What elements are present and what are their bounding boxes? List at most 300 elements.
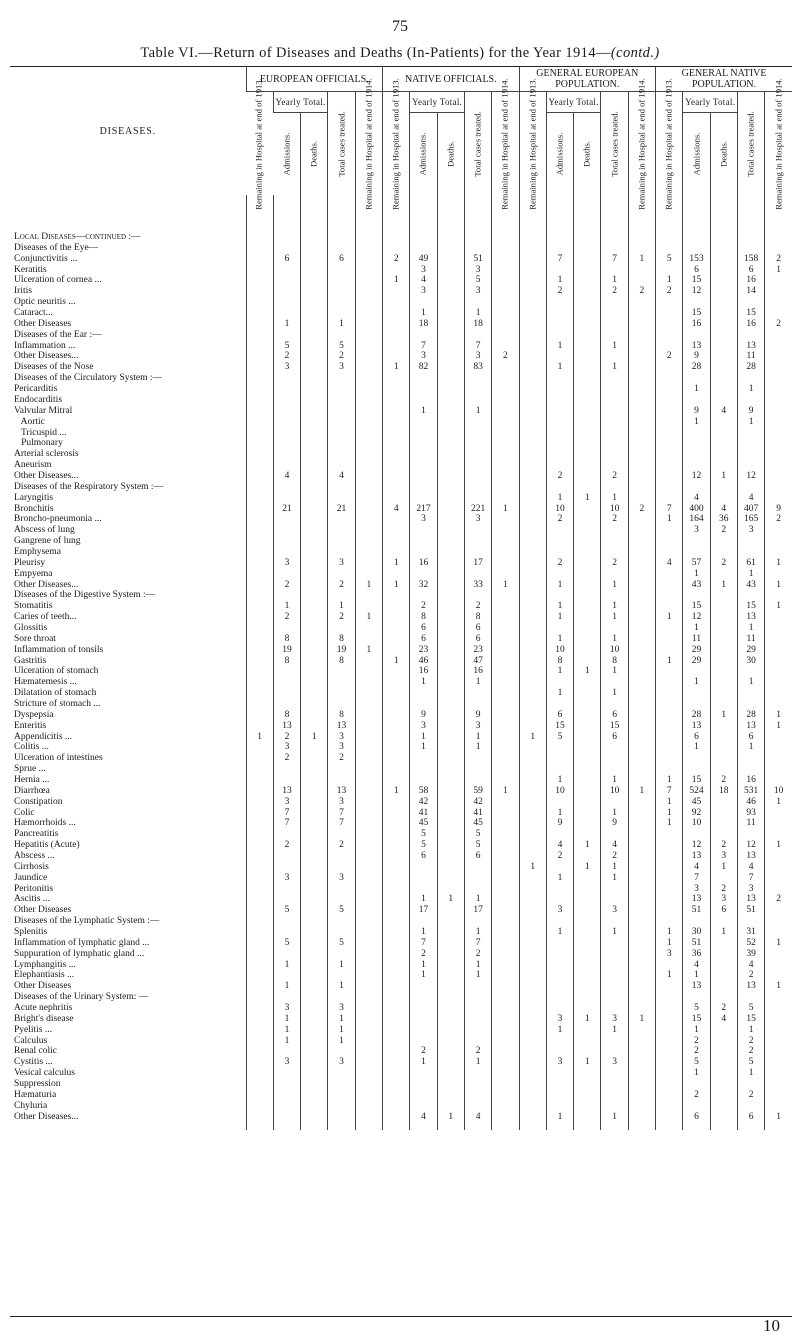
disease-name (10, 623, 246, 634)
table-cell (355, 254, 382, 265)
table-cell (519, 960, 546, 971)
table-cell: 2 (273, 351, 300, 362)
table-cell (355, 569, 382, 580)
table-cell (273, 590, 300, 601)
table-cell: 1 (574, 862, 601, 873)
table-cell (383, 927, 410, 938)
col-header-remaining-1914 (628, 77, 655, 210)
table-cell (328, 308, 355, 319)
table-cell (628, 721, 655, 732)
table-cell: 6 (683, 732, 710, 743)
table-cell (437, 732, 464, 743)
table-cell (492, 319, 519, 330)
table-cell: 13 (737, 721, 764, 732)
table-cell (355, 884, 382, 895)
table-cell (546, 395, 573, 406)
table-cell (574, 265, 601, 276)
table-cell: 1 (246, 732, 273, 743)
disease-label: Hæmaturia (14, 1089, 57, 1100)
table-cell (246, 688, 273, 699)
table-cell (601, 308, 628, 319)
table-row (10, 1036, 792, 1047)
table-cell (710, 656, 737, 667)
table-cell: 17 (464, 558, 491, 569)
table-cell (628, 623, 655, 634)
table-cell: 1 (656, 808, 683, 819)
table-cell (737, 699, 764, 710)
table-cell: 3 (546, 1057, 573, 1068)
table-cell (546, 960, 573, 971)
disease-label: Renal colic (14, 1046, 57, 1057)
table-row (10, 406, 792, 417)
table-cell: 1 (601, 580, 628, 591)
disease-name (10, 297, 246, 308)
table-cell (464, 460, 491, 471)
table-cell (519, 536, 546, 547)
table-cell (765, 460, 792, 471)
table-cell (656, 666, 683, 677)
table-cell (301, 460, 328, 471)
table-cell (492, 482, 519, 493)
page-number: 75 (392, 18, 408, 35)
table-cell: 1 (546, 580, 573, 591)
table-cell (355, 699, 382, 710)
table-cell: 47 (464, 656, 491, 667)
disease-name (10, 265, 246, 276)
table-cell (355, 1079, 382, 1090)
table-cell (656, 1112, 683, 1123)
table-row (10, 547, 792, 558)
table-cell (246, 569, 273, 580)
table-cell: 1 (601, 862, 628, 873)
col-header-admissions (683, 113, 710, 196)
table-cell: 2 (683, 1046, 710, 1057)
table-cell: 5 (328, 341, 355, 352)
table-cell: 2 (710, 775, 737, 786)
table-cell (601, 232, 628, 243)
table-cell: 3 (328, 732, 355, 743)
table-cell (328, 1046, 355, 1057)
table-cell (656, 851, 683, 862)
disease-label: Colitis ... (14, 742, 49, 753)
table-cell (656, 981, 683, 992)
table-cell (710, 742, 737, 753)
table-cell (519, 449, 546, 460)
table-cell (519, 362, 546, 373)
table-cell (737, 829, 764, 840)
table-cell (546, 265, 573, 276)
table-cell: 1 (656, 775, 683, 786)
table-cell (273, 862, 300, 873)
table-cell (656, 873, 683, 884)
disease-name (10, 427, 246, 438)
table-cell (710, 1101, 737, 1112)
table-cell (273, 1090, 300, 1101)
table-cell (437, 656, 464, 667)
table-cell (546, 319, 573, 330)
table-cell (656, 623, 683, 634)
disease-name (10, 981, 246, 992)
table-cell (710, 536, 737, 547)
table-cell (492, 601, 519, 612)
table-cell (492, 569, 519, 580)
table-cell: 1 (410, 960, 437, 971)
table-cell (765, 427, 792, 438)
table-cell (492, 612, 519, 623)
table-cell (383, 351, 410, 362)
table-cell (383, 373, 410, 384)
table-cell (601, 981, 628, 992)
table-cell (710, 373, 737, 384)
table-cell (710, 1046, 737, 1057)
table-cell (246, 656, 273, 667)
table-cell (710, 286, 737, 297)
table-cell: 7 (656, 503, 683, 514)
table-cell (546, 297, 573, 308)
table-cell (628, 612, 655, 623)
table-cell (519, 1090, 546, 1101)
table-cell: 1 (328, 1014, 355, 1025)
table-cell: 11 (737, 351, 764, 362)
table-cell (656, 753, 683, 764)
table-cell: 3 (328, 742, 355, 753)
disease-name (10, 406, 246, 417)
table-cell (601, 1079, 628, 1090)
table-cell: 1 (737, 1068, 764, 1079)
table-cell (710, 721, 737, 732)
table-cell (355, 482, 382, 493)
table-cell (628, 590, 655, 601)
table-cell (273, 970, 300, 981)
table-cell (546, 438, 573, 449)
table-cell (355, 905, 382, 916)
table-cell (328, 623, 355, 634)
table-cell (574, 384, 601, 395)
table-cell (519, 471, 546, 482)
table-cell (464, 775, 491, 786)
table-cell: 1 (273, 601, 300, 612)
table-cell (410, 1036, 437, 1047)
table-cell (301, 449, 328, 460)
table-cell: 1 (601, 275, 628, 286)
table-cell (464, 395, 491, 406)
table-cell (383, 742, 410, 753)
table-cell (355, 981, 382, 992)
table-cell (383, 427, 410, 438)
table-cell (656, 308, 683, 319)
disease-name (10, 970, 246, 981)
table-cell (656, 1046, 683, 1057)
table-cell: 1 (601, 493, 628, 504)
table-cell (464, 438, 491, 449)
table-cell (601, 265, 628, 276)
table-cell (519, 1101, 546, 1112)
table-cell (765, 927, 792, 938)
disease-label: Ulceration of stomach (14, 666, 99, 677)
table-cell: 4 (737, 960, 764, 971)
table-cell (574, 362, 601, 373)
table-cell (328, 330, 355, 341)
table-cell (628, 297, 655, 308)
table-cell (437, 384, 464, 395)
table-cell: 21 (328, 503, 355, 514)
table-cell (246, 851, 273, 862)
disease-label: Keratitis (14, 264, 47, 275)
table-cell: 2 (765, 319, 792, 330)
table-cell (765, 471, 792, 482)
table-cell: 5 (683, 1057, 710, 1068)
table-cell (355, 851, 382, 862)
disease-name (10, 362, 246, 373)
table-row (10, 970, 792, 981)
table-cell (656, 590, 683, 601)
diseases-table (10, 67, 792, 1130)
table-cell (437, 493, 464, 504)
table-cell: 1 (683, 742, 710, 753)
table-cell (574, 417, 601, 428)
table-cell (519, 1025, 546, 1036)
table-cell: 1 (765, 601, 792, 612)
disease-name (10, 1090, 246, 1101)
table-cell (246, 503, 273, 514)
table-cell (710, 362, 737, 373)
table-cell: 16 (737, 319, 764, 330)
table-cell (765, 808, 792, 819)
table-cell (601, 1068, 628, 1079)
table-cell: 3 (601, 905, 628, 916)
table-cell (710, 427, 737, 438)
table-cell (328, 862, 355, 873)
table-cell (328, 569, 355, 580)
disease-name (10, 688, 246, 699)
table-cell: 1 (464, 970, 491, 981)
table-cell (383, 840, 410, 851)
table-cell: 1 (683, 970, 710, 981)
table-cell (246, 471, 273, 482)
table-cell (301, 764, 328, 775)
table-cell (301, 482, 328, 493)
table-cell (546, 1068, 573, 1079)
table-cell (246, 699, 273, 710)
table-row (10, 514, 792, 525)
table-row (10, 851, 792, 862)
table-cell (656, 438, 683, 449)
disease-label: Ulceration of cornea ... (14, 275, 102, 286)
table-cell (519, 265, 546, 276)
table-cell: 1 (546, 601, 573, 612)
disease-name (10, 775, 246, 786)
table-cell (273, 493, 300, 504)
table-cell: 1 (273, 1014, 300, 1025)
table-cell: 9 (683, 351, 710, 362)
table-cell: 8 (328, 710, 355, 721)
table-cell (301, 362, 328, 373)
table-cell: 1 (656, 275, 683, 286)
table-cell (601, 525, 628, 536)
table-cell: 1 (355, 645, 382, 656)
table-cell (628, 981, 655, 992)
table-cell (273, 384, 300, 395)
table-cell: 1 (737, 1025, 764, 1036)
table-cell (574, 645, 601, 656)
table-cell (737, 395, 764, 406)
table-cell (437, 916, 464, 927)
table-cell (656, 688, 683, 699)
table-cell: 1 (574, 1014, 601, 1025)
table-cell: 6 (273, 254, 300, 265)
table-cell: 7 (328, 818, 355, 829)
table-cell: 2 (273, 612, 300, 623)
table-cell (437, 1003, 464, 1014)
table-cell: 165 (737, 514, 764, 525)
table-cell (519, 677, 546, 688)
table-cell (383, 536, 410, 547)
table-cell (492, 710, 519, 721)
table-cell: 19 (273, 645, 300, 656)
table-cell (574, 721, 601, 732)
table-cell (246, 786, 273, 797)
table-cell: 29 (683, 645, 710, 656)
table-cell (328, 275, 355, 286)
table-cell (464, 449, 491, 460)
table-cell (246, 308, 273, 319)
table-cell (546, 623, 573, 634)
table-cell: 1 (410, 970, 437, 981)
table-cell (328, 525, 355, 536)
table-cell (410, 699, 437, 710)
disease-name (10, 808, 246, 819)
table-cell (492, 1025, 519, 1036)
table-cell: 9 (410, 710, 437, 721)
table-cell (301, 275, 328, 286)
table-cell (601, 797, 628, 808)
table-cell (574, 547, 601, 558)
table-cell (328, 395, 355, 406)
table-cell (710, 460, 737, 471)
table-cell: 3 (410, 265, 437, 276)
col-header-remaining-1913-text: Remaining in Hospital at end of 1913. (526, 77, 537, 210)
table-cell (301, 330, 328, 341)
table-cell (492, 449, 519, 460)
table-cell (410, 1079, 437, 1090)
table-cell: 9 (683, 406, 710, 417)
table-cell (301, 818, 328, 829)
table-cell (765, 677, 792, 688)
table-cell: 1 (410, 677, 437, 688)
table-cell (628, 384, 655, 395)
table-cell (410, 536, 437, 547)
table-cell (437, 862, 464, 873)
disease-name (10, 818, 246, 829)
table-cell (437, 634, 464, 645)
table-cell (710, 265, 737, 276)
table-cell (355, 590, 382, 601)
table-cell (246, 351, 273, 362)
table-cell (574, 1025, 601, 1036)
table-cell (574, 449, 601, 460)
table-cell: 3 (464, 721, 491, 732)
table-cell (301, 721, 328, 732)
table-cell (437, 742, 464, 753)
table-cell (710, 1068, 737, 1079)
table-cell (355, 938, 382, 949)
table-cell (765, 547, 792, 558)
table-row (10, 590, 792, 601)
table-cell (574, 927, 601, 938)
table-cell (383, 1014, 410, 1025)
table-cell (628, 873, 655, 884)
table-cell (492, 753, 519, 764)
table-cell (546, 677, 573, 688)
table-row (10, 601, 792, 612)
table-cell (383, 764, 410, 775)
table-cell: 1 (328, 601, 355, 612)
disease-name (10, 732, 246, 743)
table-cell (546, 862, 573, 873)
table-cell (383, 384, 410, 395)
table-cell (383, 753, 410, 764)
table-cell (383, 808, 410, 819)
table-cell (710, 384, 737, 395)
table-cell (546, 406, 573, 417)
table-cell (301, 851, 328, 862)
table-cell (492, 1101, 519, 1112)
disease-label: Cirrhosis (14, 861, 49, 872)
table-cell: 16 (737, 775, 764, 786)
table-cell (464, 1036, 491, 1047)
table-cell (683, 590, 710, 601)
table-cell (437, 265, 464, 276)
table-cell (464, 493, 491, 504)
table-cell: 3 (273, 558, 300, 569)
table-cell: 1 (601, 927, 628, 938)
table-cell (519, 525, 546, 536)
table-cell (301, 862, 328, 873)
table-cell (628, 1112, 655, 1123)
table-cell: 2 (765, 894, 792, 905)
table-cell: 2 (683, 1090, 710, 1101)
table-cell: 6 (464, 634, 491, 645)
table-cell (301, 1025, 328, 1036)
disease-name (10, 395, 246, 406)
table-cell (546, 742, 573, 753)
table-cell (765, 449, 792, 460)
table-cell (355, 873, 382, 884)
table-cell (410, 884, 437, 895)
table-cell: 8 (273, 656, 300, 667)
table-cell (628, 949, 655, 960)
table-cell (437, 438, 464, 449)
disease-label: Splenitis (14, 927, 48, 938)
table-cell: 32 (410, 580, 437, 591)
table-cell (410, 243, 437, 254)
table-cell (574, 406, 601, 417)
table-cell: 1 (628, 786, 655, 797)
disease-name (10, 341, 246, 352)
table-cell (383, 319, 410, 330)
table-cell (628, 341, 655, 352)
table-cell (246, 970, 273, 981)
table-cell (383, 949, 410, 960)
disease-name (10, 960, 246, 971)
table-cell (355, 721, 382, 732)
table-cell: 4 (273, 471, 300, 482)
table-cell (437, 623, 464, 634)
table-cell (301, 1090, 328, 1101)
footer-page-marker: 10 (763, 1316, 780, 1335)
table-cell (574, 753, 601, 764)
col-header-total-treated-text: Total cases treated. (745, 110, 756, 177)
